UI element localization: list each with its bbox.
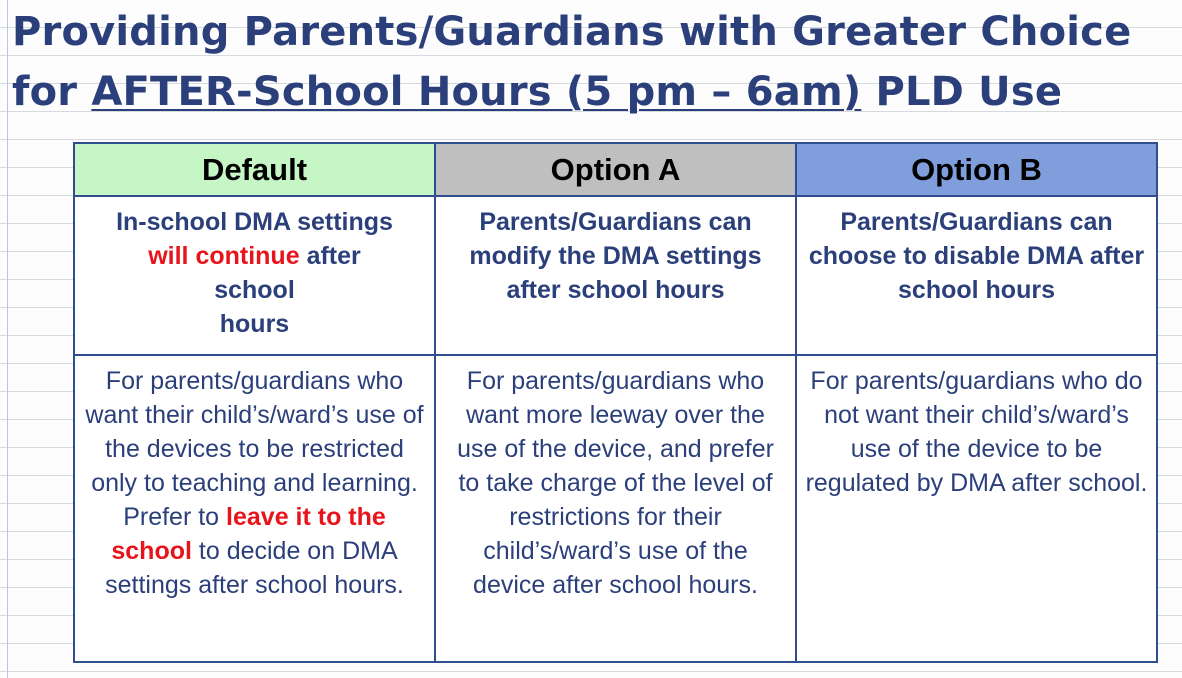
option-b-audience-cell: For parents/guardians who do not want their child’s/ward’s use of the device to be regulated by DMA after school. <box>796 355 1157 662</box>
notebook-margin-line <box>7 0 8 678</box>
header-option-a: Option A <box>435 143 796 196</box>
default-desc-line-2 <box>83 239 426 273</box>
title-line-2-prefix: for <box>12 69 92 115</box>
default-desc-after: after <box>299 242 361 270</box>
options-table <box>73 142 1158 663</box>
description-row <box>74 196 1157 355</box>
default-description-cell <box>74 196 435 355</box>
option-a-description-cell: Parents/Guardians can modify the DMA settings after school hours <box>435 196 796 355</box>
default-audience-cell <box>74 355 435 662</box>
header-row <box>74 143 1157 196</box>
title-line-2-suffix: PLD Use <box>861 69 1063 115</box>
default-pref-suffix: to decide on DMA settings after school hours. <box>105 537 404 599</box>
title-line-1: Providing Parents/Guardians with Greater Choice <box>12 9 1132 55</box>
option-a-audience-cell: For parents/guardians who want more leeway over the use of the device, and prefer to take charge of the level of restrictions for their child’s/ward’s use of the device after school hours. <box>435 355 796 662</box>
header-default: Default <box>74 143 435 196</box>
page-title <box>12 2 1131 122</box>
default-pref-prefix: Prefer to <box>123 503 227 531</box>
default-audience-preference <box>83 500 426 602</box>
default-desc-highlight: will continue <box>148 242 300 270</box>
title-underlined-hours: AFTER-School Hours (5 pm – 6am) <box>91 69 862 115</box>
title-line-2 <box>12 62 1131 122</box>
option-b-description-cell: Parents/Guardians can choose to disable DMA after school hours <box>796 196 1157 355</box>
default-desc-line-1: In-school DMA settings <box>116 208 393 236</box>
default-desc-line-4: hours <box>219 310 290 338</box>
default-pref-highlight: leave it to the school <box>111 503 386 565</box>
default-desc-line-3: school <box>214 276 295 304</box>
audience-row <box>74 355 1157 662</box>
default-audience-text: For parents/guardians who want their child’s/ward’s use of the devices to be restricted only to teaching and learning. <box>85 367 424 497</box>
header-option-b: Option B <box>796 143 1157 196</box>
